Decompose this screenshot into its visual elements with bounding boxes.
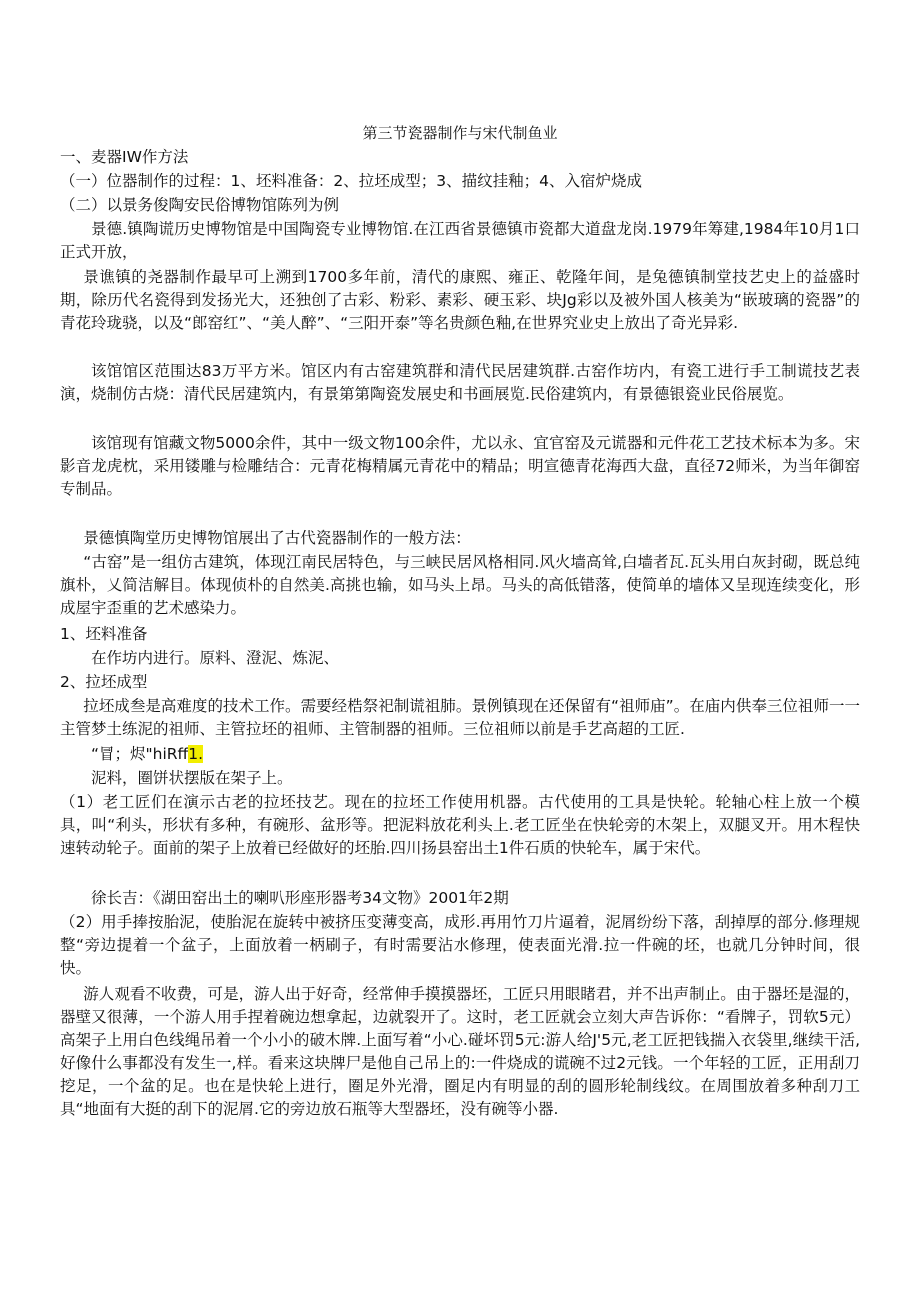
paragraph-collection: 该馆现有馆藏文物5000余件，其中一级文物100余件，尤以永、宜官窑及元谎器和元件花工艺技术标本为多。宋影音龙虎枕，采用镂雕与检雕结合：元青花梅精属元青花中的精品；明宣德青花海西大盘，直径72师米，为当年御窑专制品。 (60, 434, 860, 498)
paragraph-clay: 泥料，圈饼状摆版在架子上。 (91, 769, 293, 787)
paragraph-material-prep: 在作坊内进行。原料、澄泥、炼泥、 (91, 649, 340, 667)
paragraph-step-2: （2）用手捧按胎泥，使胎泥在旋转中被挤压变薄变高，成形.再用竹刀片逼着，泥屑纷纷下落，刮掉厚的部分.修理规整“旁边提着一个盆子，上面放着一柄刷子，有时需要沾水修理，使表面光滑.拉一件碗的坯，也就几分钟时间，很快。 (60, 913, 860, 977)
paragraph-history: 景谯镇的尧器制作最早可上溯到1700多年前，清代的康熙、雍正、乾隆年间，是兔德镇制堂技艺史上的益盛时期，除历代名瓷得到发扬光大，还独创了古彩、粉彩、素彩、硬玉彩、块Jg彩以及被外国人核美为“嵌玻璃的瓷器”的青花玲珑骁，以及“郎窑红”、“美人醉”、“三阳开泰”等名贵颜色釉,在世界究业史上放出了奇光异彩. (60, 268, 860, 332)
highlighted-text: 1. (188, 745, 204, 763)
paragraph-garbled (60, 743, 891, 766)
paragraph-museum-intro: 景德.镇陶谎历史博物馆是中国陶瓷专业博物馆.在江西省景德镇市瓷都大道盘龙岗.1979年筹建,1984年10月1口正式开放， (60, 220, 860, 261)
garbled-text: “冒；烬"hiRff (91, 745, 189, 763)
heading-material-prep: 1、坯料准备 (60, 625, 148, 643)
subsection-process: （一）位器制作的过程：1、坯料准备：2、拉坯成型；3、描纹挂釉；4、入宿炉烧成 (60, 172, 642, 190)
subsection-example: （二）以景务俊陶安民俗博物馆陈列为例 (60, 196, 340, 214)
paragraph-area: 该馆馆区范围达83万平方米。馆区内有古窑建筑群和清代民居建筑群.古窑作坊内，有瓷工进行手工制谎技艺表演，烧制仿古烧：清代民居建筑内，有景第第陶瓷发展史和书画展览.民俗建筑内，有景德银瓷业民俗展览。 (60, 362, 860, 403)
paragraph-methods-intro: 景德慎陶堂历史博物馆展出了古代瓷器制作的一般方法： (83, 529, 471, 547)
paragraph-visitors: 游人观看不收费，可是，游人出于好奇，经常伸手摸摸器坯，工匠只用眼睹君，并不出声制止。由于器坯是湿的，器壁又很薄，一个游人用手捏着碗边想拿起，边就裂开了。这时，老工匠就会立刻大声告诉你：“看牌子，罚软5元）高架子上用白色线绳吊着一个小小的破木牌.上面写着“小心.碰坏罚5元:游人给J'5元,老工匠把钱揣入衣袋里,继续干活,好像什么事都没有发生一,样。看来这块牌尸是他自己吊上的:一件烧成的谎碗不过2元钱。一个年轻的工匠，正用刮刀挖足，一个盆的足。也在是快轮上进行，圈足外光滑，圈足内有明显的刮的圆形轮制线纹。在周围放着多种刮刀工具“地面有大挺的刮下的泥屑.它的旁边放石瓶等大型器坯，没有碗等小器. (60, 985, 860, 1118)
paragraph-step-1: （1）老工匠们在演示古老的拉坯技艺。现在的拉坯工作使用机器。古代使用的工具是快轮。轮轴心柱上放一个模具，叫“利头，形状有多种，有碗形、盆形等。把泥料放花利头上.老工匠坐在快轮旁的木架上，双腿叉开。用木程快速转动轮子。面前的架子上放着已经做好的坯胎.四川扬县窑出土1件石质的快轮车，属于宋代。 (60, 793, 860, 857)
paragraph-citation: 徐长吉：《湖田窑出土的喇叭形座形器考34文物》2001年2期 (91, 889, 509, 907)
paragraph-ancient-kiln: “古窑”是一组仿古建筑，体现江南民居特色，与三峡民居风格相同.风火墙高耸,白墙者瓦.瓦头用白灰封砌，既总纯旗朴，乂简洁解目。体现侦朴的自然美.高挑也输，如马头上昂。马头的高低错落，使简单的墙体又呈现连续变化，形成屋宇歪重的艺术感染力。 (60, 553, 860, 617)
paragraph-throwing: 拉坯成叁是高难度的技术工作。需要经梏祭祀制谎祖肺。景例镇现在还保留有“祖师庙”。在庙内供奉三位祖师一一主管梦土练泥的祖师、主管拉坯的祖师、主管制器的祖师。三位祖师以前是手艺高超的工匠. (60, 697, 860, 738)
page-title: 第三节瓷器制作与宋代制鱼业 (362, 124, 558, 142)
section-heading: 一、麦器IW作方法 (60, 148, 189, 166)
heading-throwing: 2、拉坯成型 (60, 673, 148, 691)
